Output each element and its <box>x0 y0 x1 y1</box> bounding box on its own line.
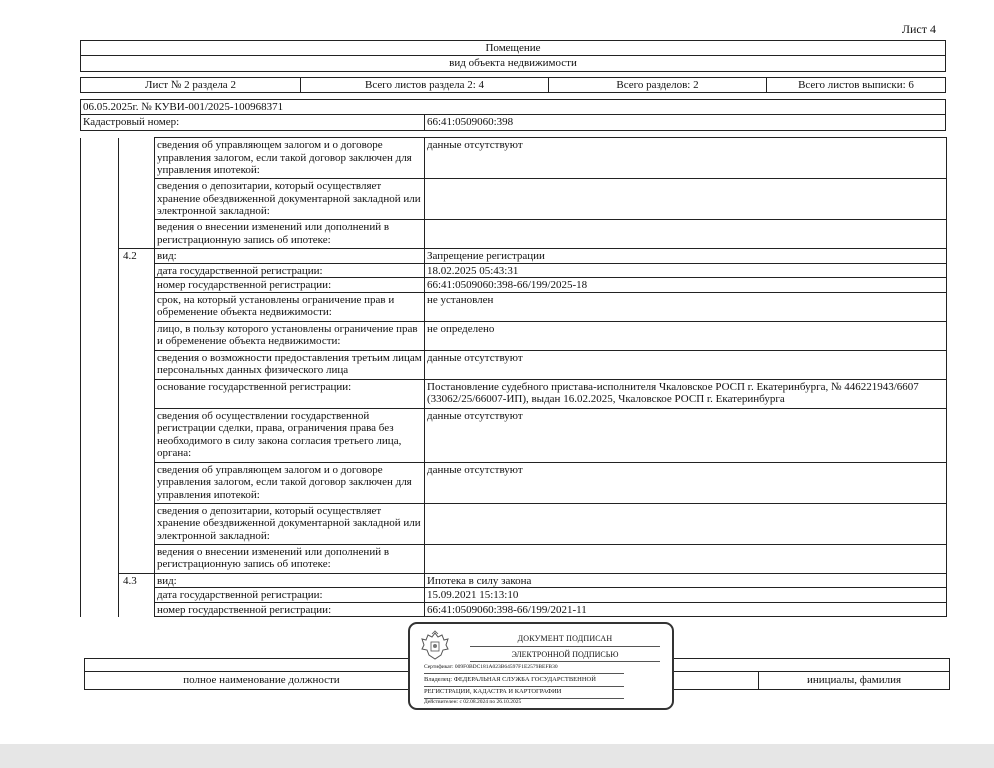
row-value: данные отсутствуют <box>425 350 947 379</box>
total-sheets-extract: Всего листов выписки: 6 <box>798 79 914 91</box>
row-value <box>425 503 947 544</box>
table-row <box>81 321 947 350</box>
stamp-owner-line2: РЕГИСТРАЦИИ, КАДАСТРА И КАРТОГРАФИИ <box>424 688 562 695</box>
table-row <box>81 263 947 278</box>
row-label: ведения о внесении изменений или дополнений в регистрационную запись об ипотеке: <box>155 544 425 573</box>
row-value: не определено <box>425 321 947 350</box>
row-label: сведения об управляющем залогом и о договоре управления залогом, если такой договор заключен для управления ипотекой: <box>155 462 425 503</box>
stamp-certificate: Сертификат: 009F0BDC181A023B64597F1E2579BEFB30 <box>424 664 558 670</box>
row-number <box>119 544 155 573</box>
blank-cell <box>81 544 119 573</box>
blank-cell <box>81 350 119 379</box>
row-label: номер государственной регистрации: <box>155 278 425 293</box>
row-number <box>119 503 155 544</box>
total-sheets-section: Всего листов раздела 2: 4 <box>301 78 549 92</box>
stamp-owner-line1: Владелец: ФЕДЕРАЛЬНАЯ СЛУЖБА ГОСУДАРСТВЕННОЙ <box>424 676 596 683</box>
stamp-rule <box>470 661 660 662</box>
row-value <box>425 220 947 249</box>
row-label: дата государственной регистрации: <box>155 263 425 278</box>
position-caption: полное наименование должности <box>85 672 439 689</box>
table-row <box>81 179 947 220</box>
blank-cell <box>81 249 119 264</box>
blank-cell <box>81 278 119 293</box>
blank-cell <box>81 321 119 350</box>
row-value <box>425 544 947 573</box>
blank-cell <box>81 292 119 321</box>
sheet-label: Лист 4 <box>901 22 936 36</box>
row-value: не установлен <box>425 292 947 321</box>
row-number <box>119 602 155 617</box>
table-row <box>81 350 947 379</box>
row-number: 4.2 <box>119 249 155 264</box>
row-number <box>119 462 155 503</box>
row-number <box>119 220 155 249</box>
row-label: сведения о депозитарии, который осуществляет хранение обездвиженной документарной закладной или электронной закладной: <box>155 503 425 544</box>
row-label: вид: <box>155 249 425 264</box>
table-row <box>81 408 947 462</box>
blank-cell <box>81 408 119 462</box>
sheet-meta-row <box>80 77 946 93</box>
row-number: 4.3 <box>119 573 155 588</box>
stamp-rule <box>470 646 660 647</box>
row-value <box>425 179 947 220</box>
table-row <box>81 220 947 249</box>
row-number <box>119 350 155 379</box>
row-value: данные отсутствуют <box>425 462 947 503</box>
table-row <box>81 249 947 264</box>
table-row <box>81 573 947 588</box>
sheet-of-section: Лист № 2 раздела 2 <box>81 78 301 92</box>
row-label: лицо, в пользу которого установлены ограничение прав и обременение объекта недвижимости: <box>155 321 425 350</box>
row-value: 15.09.2021 15:13:10 <box>425 588 947 603</box>
stamp-validity: Действителен: с 02.08.2024 по 26.10.2025 <box>424 699 522 705</box>
row-number <box>119 408 155 462</box>
row-value: 66:41:0509060:398-66/199/2025-18 <box>425 278 947 293</box>
row-label: сведения об осуществлении государственной регистрации сделки, права, ограничения права без необходимого в силу закона согласия третьего лица, органа: <box>155 408 425 462</box>
cadastral-row <box>80 115 946 131</box>
row-label: дата государственной регистрации: <box>155 588 425 603</box>
stamp-line2: ЭЛЕКТРОННОЙ ПОДПИСЬЮ <box>511 650 619 659</box>
table-row <box>81 278 947 293</box>
name-caption: инициалы, фамилия <box>806 674 902 686</box>
object-type-caption: вид объекта недвижимости <box>80 56 946 72</box>
row-value: Запрещение регистрации <box>425 249 947 264</box>
blank-cell <box>81 263 119 278</box>
table-row <box>81 602 947 617</box>
row-value: 66:41:0509060:398-66/199/2021-11 <box>425 602 947 617</box>
row-value: данные отсутствуют <box>425 408 947 462</box>
row-value: Постановление судебного пристава-исполнителя Чкаловское РОСП г. Екатеринбурга, № 446221943/6607 (33062/25/66007-ИП), выдан 16.02.2025, Чкаловское РОСП г. Екатеринбурга <box>425 379 947 408</box>
blank-cell <box>81 220 119 249</box>
scan-margin <box>0 744 994 768</box>
row-value: данные отсутствуют <box>425 138 947 179</box>
cadastral-label: Кадастровый номер: <box>81 115 425 130</box>
row-value: 18.02.2025 05:43:31 <box>425 263 947 278</box>
row-number <box>119 292 155 321</box>
table-row <box>81 503 947 544</box>
blank-cell <box>81 503 119 544</box>
row-number <box>119 588 155 603</box>
table-row <box>81 379 947 408</box>
encumbrance-table <box>80 137 947 617</box>
cadastral-number: 66:41:0509060:398 <box>427 116 514 128</box>
table-row <box>81 588 947 603</box>
table-row <box>81 544 947 573</box>
stamp-rule <box>424 673 624 674</box>
blank-cell <box>81 573 119 588</box>
blank-cell <box>81 462 119 503</box>
blank-cell <box>81 379 119 408</box>
row-number <box>119 379 155 408</box>
row-label: основание государственной регистрации: <box>155 379 425 408</box>
stamp-line1: ДОКУМЕНТ ПОДПИСАН <box>517 634 613 643</box>
russian-emblem-icon <box>420 630 450 662</box>
row-number <box>119 278 155 293</box>
row-number <box>119 263 155 278</box>
row-label: срок, на который установлены ограничение прав и обременение объекта недвижимости: <box>155 292 425 321</box>
stamp-rule <box>424 686 624 687</box>
row-label: сведения об управляющем залогом и о договоре управления залогом, если такой договор заключен для управления ипотекой: <box>155 138 425 179</box>
document-number: 06.05.2025г. № КУВИ-001/2025-100968371 <box>80 99 946 115</box>
blank-cell <box>81 138 119 179</box>
row-number <box>119 179 155 220</box>
row-number <box>119 138 155 179</box>
electronic-signature-stamp <box>408 622 674 710</box>
row-label: вид: <box>155 573 425 588</box>
total-sections: Всего разделов: 2 <box>549 78 767 92</box>
row-value: Ипотека в силу закона <box>425 573 947 588</box>
table-row <box>81 292 947 321</box>
blank-cell <box>81 588 119 603</box>
row-label: сведения о возможности предоставления третьим лицам персональных данных физического лица <box>155 350 425 379</box>
object-title: Помещение <box>80 40 946 56</box>
blank-cell <box>81 179 119 220</box>
stamp-rule <box>424 698 624 699</box>
row-label: сведения о депозитарии, который осуществляет хранение обездвиженной документарной закладной или электронной закладной: <box>155 179 425 220</box>
row-label: ведения о внесении изменений или дополнений в регистрационную запись об ипотеке: <box>155 220 425 249</box>
table-row <box>81 138 947 179</box>
blank-cell <box>81 602 119 617</box>
row-label: номер государственной регистрации: <box>155 602 425 617</box>
row-number <box>119 321 155 350</box>
table-row <box>81 462 947 503</box>
